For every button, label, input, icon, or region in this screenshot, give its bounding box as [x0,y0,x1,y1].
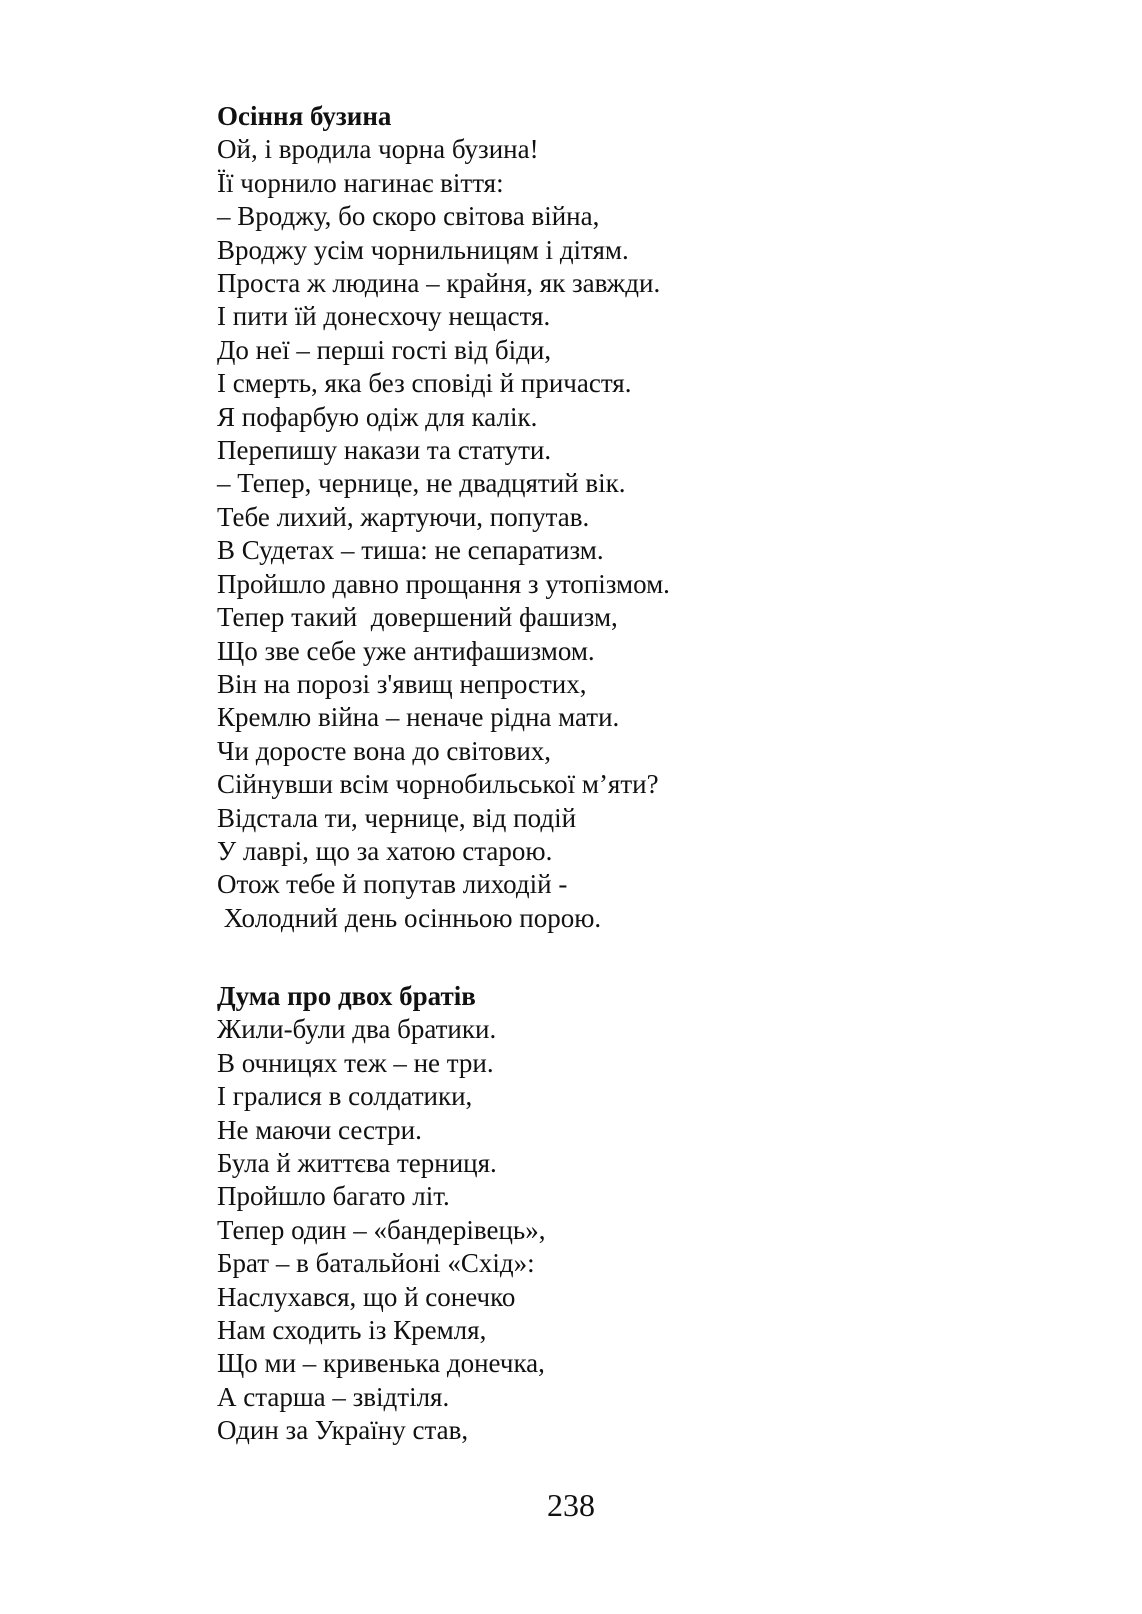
poem-line: В Судетах – тиша: не сепаратизм. [217,535,604,566]
poem-line: Кремлю війна – неначе рідна мати. [217,702,620,733]
poem-line: Не маючи сестри. [217,1114,422,1145]
poem-line: Пройшло давно прощання з утопізмом. [217,568,670,599]
poem-line: Вроджу усім чорнильницям і дітям. [217,234,629,265]
poem-line: І гралися в солдатики, [217,1081,473,1112]
poem-line: Я пофарбую одіж для калік. [217,401,538,432]
poem-line: Чи доросте вона до світових, [217,735,552,766]
poem-line: Нам сходить із Кремля, [217,1315,487,1346]
poem-line: Відстала ти, чернице, від подій [217,802,577,833]
poem-line: Він на порозі з'явищ непростих, [217,668,587,699]
poem-title: Дума про двох братів [217,981,476,1011]
poem-line: Її чорнило нагинає віття: [217,167,504,198]
poem-line: Отож тебе й попутав лиходій - [217,869,568,900]
poem-line: Один за Україну став, [217,1415,469,1446]
poem-line: В очницях теж – не три. [217,1047,494,1078]
poem-line: Що зве себе уже антифашизмом. [217,635,595,666]
poem-line: Пройшло багато літ. [217,1181,450,1212]
poem-line: У лаврі, що за хатою старою. [217,835,553,866]
poem-line: – Тепер, чернице, не двадцятий вік. [217,468,626,499]
poem-line: Наслухався, що й сонечко [217,1281,516,1312]
poem-line: Тебе лихий, жартуючи, попутав. [217,501,590,532]
poem-osinnia-buzyna [217,100,1017,935]
poem-line: До неї – перші гості від біди, [217,334,552,365]
poem-line: І пити їй донесхочу нещастя. [217,301,551,332]
poem-line: Перепишу накази та статути. [217,435,552,466]
poem-duma-pro-dvokh-brativ [217,980,1017,1448]
poem-line: Холодний день осінньою порою. [217,902,602,933]
poem-line: – Вроджу, бо скоро світова війна, [217,201,600,232]
poem-line: Ой, і вродила чорна бузина! [217,134,539,165]
poem-line: Тепер один – «бандерівець», [217,1214,546,1245]
poem-line: А старша – звідтіля. [217,1381,450,1412]
poem-line: Що ми – кривенька донечка, [217,1348,545,1379]
poem-line: Жили-були два братики. [217,1014,497,1045]
poem-line: І смерть, яка без сповіді й причастя. [217,368,632,399]
poem-line: Брат – в батальйоні «Схід»: [217,1248,535,1279]
page-number: 238 [547,1487,595,1523]
poem-line: Проста ж людина – крайня, як завжди. [217,268,661,299]
poem-line: Сійнувши всім чорнобильської м’яти? [217,769,659,800]
poem-line: Була й життєва терниця. [217,1148,497,1179]
poem-title: Осіння бузина [217,101,392,131]
poem-line: Тепер такий довершений фашизм, [217,602,618,633]
